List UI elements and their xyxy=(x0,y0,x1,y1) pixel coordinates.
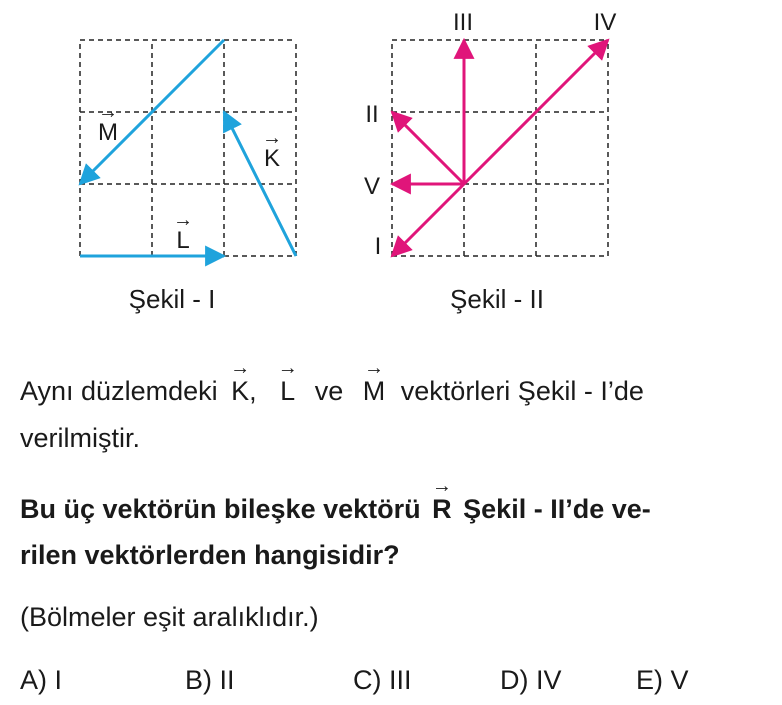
label-k-arrow-glyph: → xyxy=(262,127,282,149)
vector-R-ref: → R xyxy=(431,475,452,524)
figures-canvas xyxy=(0,0,782,330)
label-ii: II xyxy=(365,101,379,128)
option-b[interactable]: B) II xyxy=(185,665,235,695)
question-line-2: verilmiştir. xyxy=(20,423,140,453)
question-text-b: vektörleri Şekil - I’de xyxy=(400,376,644,406)
vector-K-ref: → K xyxy=(230,357,251,406)
option-d[interactable]: D) IV xyxy=(500,665,562,695)
label-l-arrow-glyph: → xyxy=(173,209,193,231)
label-iii: III xyxy=(452,9,474,36)
label-l: L xyxy=(176,227,190,254)
question-bold-line-1: Bu üç vektörün bileşke vektörü → R Şekil - II’de ve- xyxy=(20,475,651,524)
question-ve: ve xyxy=(314,376,344,406)
vector-labels xyxy=(98,9,616,260)
question-bold-line-2: rilen vektörlerden hangisidir? xyxy=(20,540,400,570)
label-m: M xyxy=(98,119,118,146)
vector-L-ref: → L xyxy=(277,357,298,406)
label-iv: IV xyxy=(593,9,617,36)
label-v: V xyxy=(363,173,381,200)
question-note: (Bölmeler eşit aralıklıdır.) xyxy=(20,602,319,632)
vector-ii-arrow xyxy=(392,112,464,184)
label-m-arrow-glyph: → xyxy=(98,101,118,123)
option-c[interactable]: C) III xyxy=(353,665,412,695)
question-text-a: Aynı düzlemdeki xyxy=(20,376,218,406)
question-line-1: Aynı düzlemdeki → K, → L ve → M vektörleri Şekil - I’de xyxy=(20,357,644,406)
label-i: I xyxy=(374,233,382,260)
sekil2-vectors xyxy=(392,40,608,256)
vector-i-arrow xyxy=(392,184,464,256)
label-k: K xyxy=(263,145,281,172)
sekil1-caption: Şekil - I xyxy=(128,284,216,314)
vector-M-ref: → M xyxy=(362,357,386,406)
option-e[interactable]: E) V xyxy=(636,665,689,695)
option-a[interactable]: A) I xyxy=(20,665,63,695)
sekil2-caption: Şekil - II xyxy=(450,284,544,314)
